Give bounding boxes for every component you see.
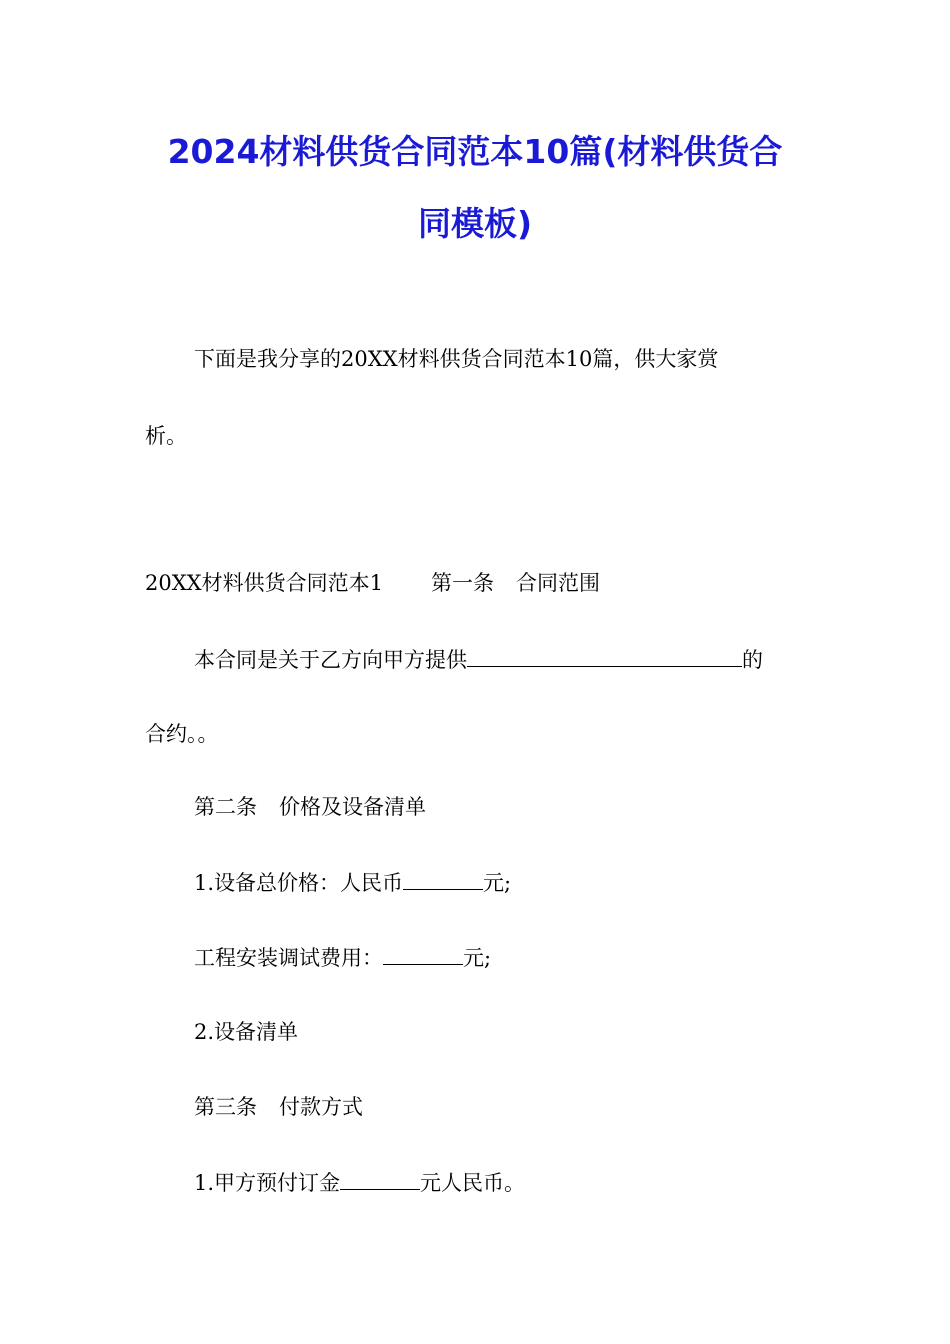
item-total-price-unit: 元; xyxy=(483,871,512,895)
article-3-heading xyxy=(194,1092,363,1122)
document-title-line-2: 同模板) xyxy=(417,204,533,243)
article-2-heading xyxy=(194,792,426,822)
item-install-fee-unit: 元; xyxy=(463,946,492,970)
article-1-title: 第一条 xyxy=(430,571,494,595)
article-1-name: 合同范围 xyxy=(515,571,600,595)
article-3-title: 第三条 xyxy=(194,1095,257,1119)
item-deposit-label: 1.甲方预付订金 xyxy=(194,1171,341,1195)
item-equipment-list: 2.设备清单 xyxy=(194,1020,299,1044)
article-1-text-a: 本合同是关于乙方向甲方提供 xyxy=(194,648,467,672)
intro-paragraph-line-1: 下面是我分享的20XX材料供货合同范本10篇，供大家赏 xyxy=(194,347,719,371)
blank-field-total-price xyxy=(403,867,483,890)
contract-heading: 20XX材料供货合同范本1 xyxy=(145,571,383,595)
article-1-paragraph-end: 合约。。 xyxy=(145,722,219,746)
item-deposit xyxy=(194,1167,525,1198)
article-3-name: 付款方式 xyxy=(279,1095,363,1119)
contract-heading-row xyxy=(145,568,600,598)
blank-field-deposit xyxy=(340,1167,420,1190)
item-install-fee xyxy=(194,942,491,973)
article-2-name: 价格及设备清单 xyxy=(279,795,426,819)
blank-field-supply-item xyxy=(467,644,742,667)
document-title-line-1: 2024材料供货合同范本10篇(材料供货合 xyxy=(167,132,783,171)
item-install-fee-label: 工程安装调试费用： xyxy=(194,946,383,970)
item-deposit-unit: 元人民币。 xyxy=(420,1171,526,1195)
article-1-paragraph xyxy=(194,644,763,675)
blank-field-install-fee xyxy=(383,942,463,965)
intro-paragraph-line-2: 析。 xyxy=(145,424,187,448)
item-total-price xyxy=(194,867,511,898)
article-1-text-b: 的 xyxy=(742,648,763,672)
item-total-price-label: 1.设备总价格：人民币 xyxy=(194,871,404,895)
article-2-title: 第二条 xyxy=(194,795,257,819)
